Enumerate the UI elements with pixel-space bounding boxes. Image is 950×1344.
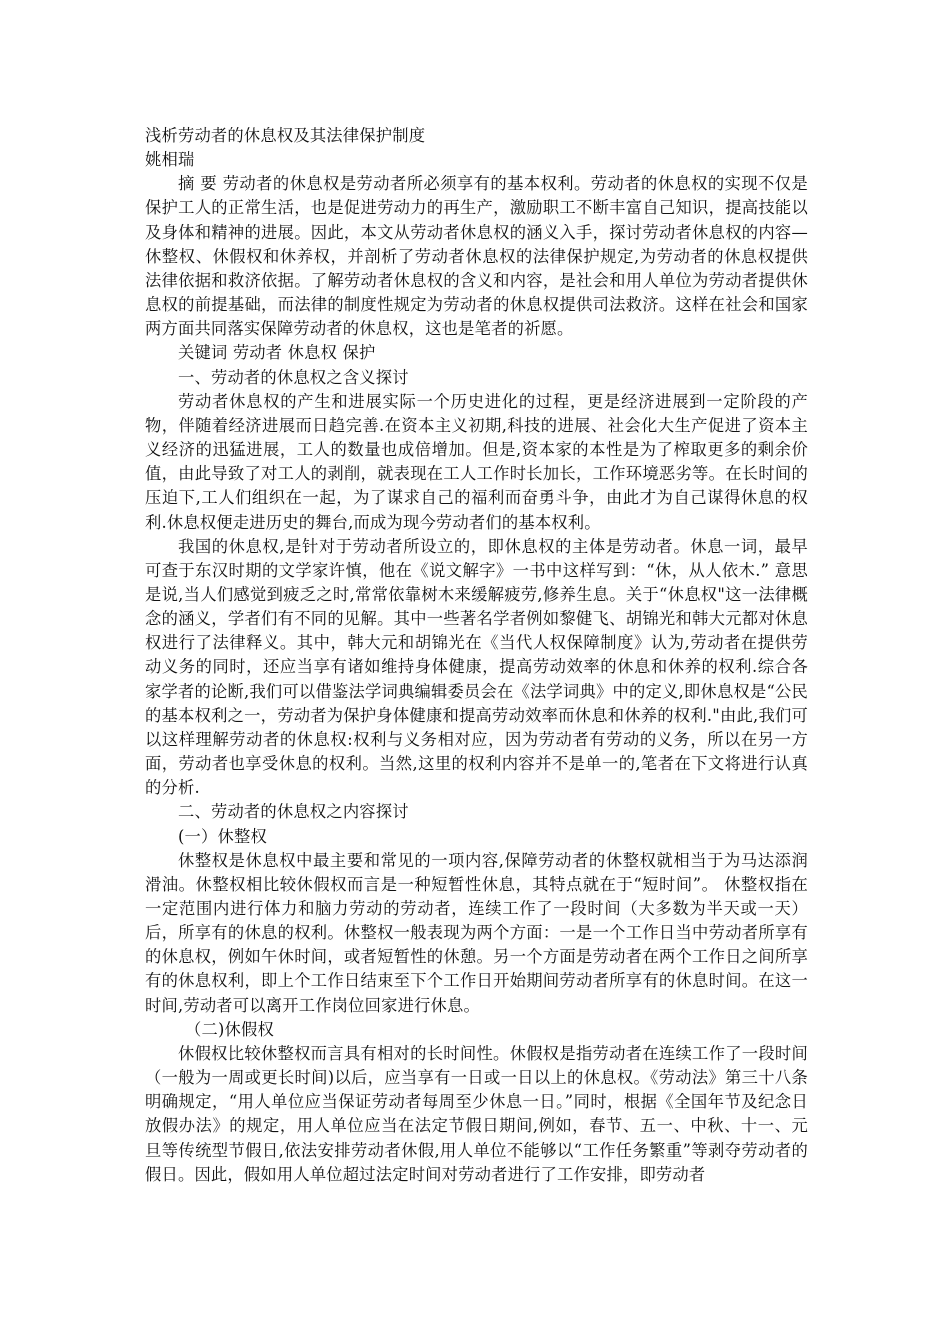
section-heading: 二、劳动者的休息权之内容探讨 bbox=[178, 802, 409, 822]
abstract-paragraph: 摘 要 劳动者的休息权是劳动者所必须享有的基本权利。劳动者的休息权的实现不仅是保护工人的正常生活，也是促进劳动力的再生产，激励职工不断丰富自己知识，提高技能以及身体和精神的进展。因此，本文从劳动者休息权的涵义入手，探讨劳动者休息权的内容—休整权、休假权和休养权，并剖析了劳动者休息权的法律保护规定,为劳动者的休息权提供法律依据和救济依据。了解劳动者休息权的含义和内容，是社会和用人单位为劳动者提供休息权的前提基础，而法律的制度性规定为劳动者的休息权提供司法救济。这样在社会和国家两方面共同落实保障劳动者的休息权，这也是笔者的祈愿。 bbox=[145, 174, 808, 339]
section-heading: 一、劳动者的休息权之含义探讨 bbox=[178, 367, 409, 387]
body-paragraph: 劳动者休息权的产生和进展实际一个历史进化的过程，更是经济进展到一定阶段的产物，伴随着经济进展而日趋完善.在资本主义初期,科技的进展、社会化大生产促进了资本主义经济的迅猛进展，工人的数量也成倍增加。但是,资本家的本性是为了榨取更多的剩余价值，由此导致了对工人的剥削，就表现在工人工作时长加长，工作环境恶劣等。在长时间的压迫下,工人们组织在一起，为了谋求自己的福利而奋勇斗争，由此才为自己谋得休息的权利.休息权便走进历史的舞台,而成为现今劳动者们的基本权利。 bbox=[145, 391, 808, 532]
document-author: 姚相瑞 bbox=[145, 150, 195, 170]
keywords-line: 关键词 劳动者 休息权 保护 bbox=[178, 343, 376, 363]
document-body bbox=[145, 124, 808, 1187]
body-paragraph: 我国的休息权,是针对于劳动者所设立的，即休息权的主体是劳动者。休息一词，最早可查于东汉时期的文学家许慎，他在《说文解字》一书中这样写到：“休，从人依木.” 意思是说,当人们感觉到疲乏之时,常常依靠树木来缓解疲劳,修养生息。关于“休息权"这一法律概念的涵义，学者们有不同的见解。其中一些著名学者例如黎健飞、胡锦光和韩大元都对休息权进行了法律释义。其中，韩大元和胡锦光在《当代人权保障制度》认为,劳动者在提供劳动义务的同时，还应当享有诸如维持身体健康，提高劳动效率的休息和休养的权利.综合各家学者的论断,我们可以借鉴法学词典编辑委员会在《法学词典》中的定义,即休息权是“公民的基本权利之一，劳动者为保护身体健康和提高劳动效率而休息和休养的权利."由此,我们可以这样理解劳动者的休息权:权利与义务相对应，因为劳动者有劳动的义务，所以在另一方面，劳动者也享受休息的权利。当然,这里的权利内容并不是单一的,笔者在下文将进行认真的分析. bbox=[145, 536, 808, 798]
subsection-heading: (一）休整权 bbox=[178, 826, 267, 846]
document-title: 浅析劳动者的休息权及其法律保护制度 bbox=[145, 126, 426, 145]
subsection-heading: （二)休假权 bbox=[185, 1019, 274, 1039]
body-paragraph: 休整权是休息权中最主要和常见的一项内容,保障劳动者的休整权就相当于为马达添润滑油。休整权相比较休假权而言是一种短暂性休息，其特点就在于“短时间”。 休整权指在一定范围内进行体力和脑力劳动的劳动者，连续工作了一段时间（大多数为半天或一天）后，所享有的休息的权利。休整权一般表现为两个方面：一是一个工作日当中劳动者所享有的休息权，例如午休时间，或者短暂性的休憩。另一个方面是劳动者在两个工作日之间所享有的休息权利，即上个工作日结束至下个工作日开始期间劳动者所享有的休息时间。在这一时间,劳动者可以离开工作岗位回家进行休息。 bbox=[145, 850, 808, 1015]
body-paragraph: 休假权比较休整权而言具有相对的长时间性。休假权是指劳动者在连续工作了一段时间（一般为一周或更长时间)以后，应当享有一日或一日以上的休息权。《劳动法》第三十八条明确规定，“用人单位应当保证劳动者每周至少休息一日。”同时，根据《全国年节及纪念日放假办法》的规定，用人单位应当在法定节假日期间,例如，春节、五一、中秋、十一、元旦等传统型节假日,依法安排劳动者休假,用人单位不能够以“工作任务繁重”等剥夺劳动者的假日。因此，假如用人单位超过法定时间对劳动者进行了工作安排，即劳动者 bbox=[145, 1043, 808, 1184]
